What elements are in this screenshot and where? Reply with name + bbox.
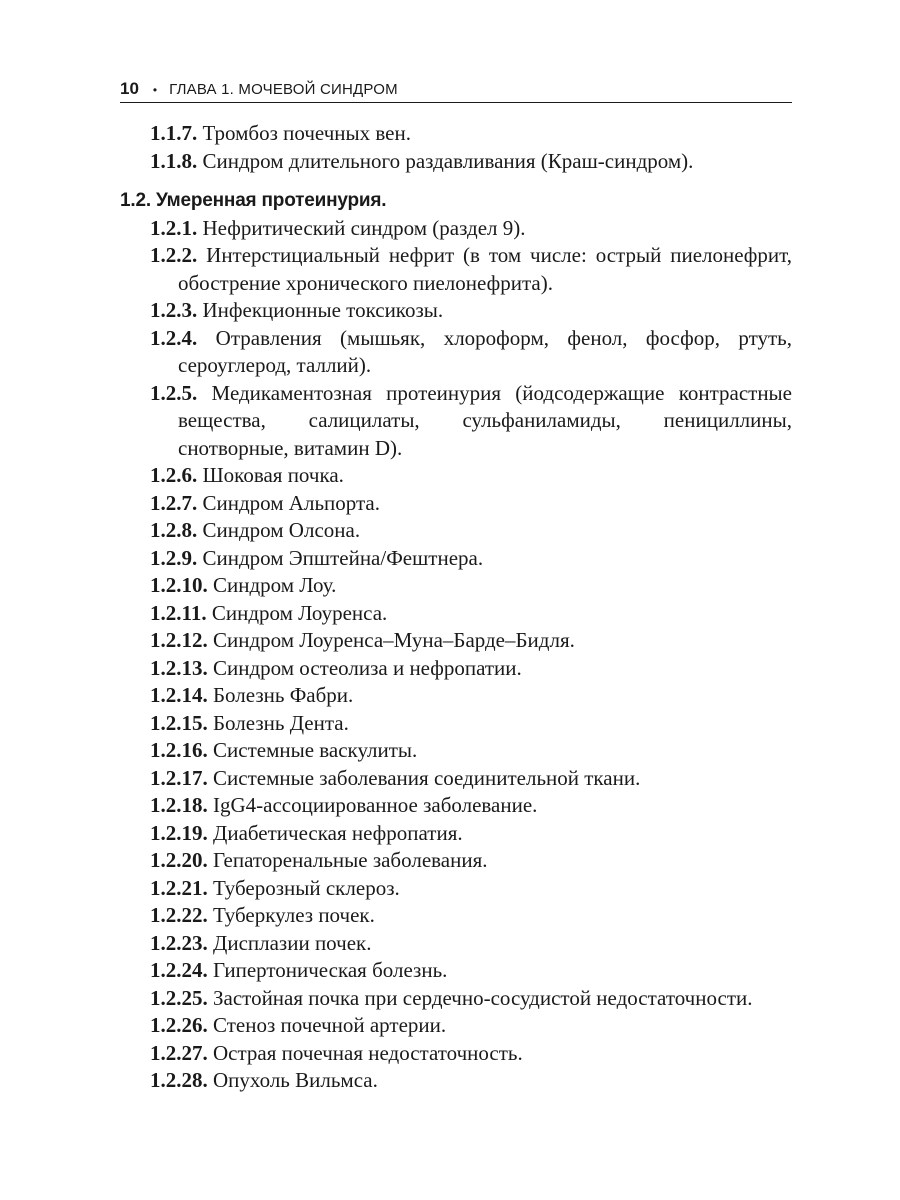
item-text: Отравления (мышьяк, хлороформ, фенол, фосфор, ртуть, сероуглерод, таллий). xyxy=(178,325,792,377)
item-number: 1.2.11. xyxy=(150,600,207,625)
item-text: Дисплазии почек. xyxy=(213,930,372,955)
list-item xyxy=(120,875,792,903)
list-item xyxy=(120,297,792,325)
item-text: Синдром Лоу. xyxy=(213,573,337,597)
item-number: 1.2.16. xyxy=(150,738,208,762)
item-text: Синдром Лоуренса. xyxy=(211,600,388,625)
list-item xyxy=(120,765,792,793)
list-item xyxy=(120,655,792,683)
list-item xyxy=(120,490,792,518)
item-text: Тромбоз почечных вен. xyxy=(202,121,411,145)
item-text: Синдром Альпорта. xyxy=(202,490,380,515)
item-number: 1.2.10. xyxy=(150,573,208,597)
item-number: 1.2.14. xyxy=(150,683,208,707)
bullet-separator: • xyxy=(152,83,158,97)
list-item xyxy=(120,847,792,875)
item-text: IgG4-ассоциированное заболевание. xyxy=(213,793,538,817)
item-number: 1.2.26. xyxy=(150,1013,208,1037)
section-heading: 1.2. Умеренная протеинурия. xyxy=(120,190,387,211)
list-item xyxy=(120,710,792,738)
item-number: 1.2.6. xyxy=(150,463,198,487)
item-text: Синдром остеолиза и нефропатии. xyxy=(213,655,522,680)
item-number: 1.2.4. xyxy=(150,325,198,350)
item-text: Острая почечная недостаточность. xyxy=(213,1040,523,1065)
item-text: Системные заболевания соединительной ткани. xyxy=(213,765,641,790)
item-number: 1.2.1. xyxy=(150,215,198,240)
item-text: Туберкулез почек. xyxy=(213,903,375,927)
item-number: 1.2.9. xyxy=(150,545,198,570)
item-number: 1.1.8. xyxy=(150,148,198,173)
list-item xyxy=(120,1067,792,1095)
item-text: Медикаментозная протеинурия (йодсодержащие контрастные вещества, салицилаты, сульфаниламиды, пенициллины, снотворные, витамин D). xyxy=(178,380,792,460)
list-item xyxy=(120,737,792,765)
item-text: Диабетическая нефропатия. xyxy=(213,820,463,845)
item-number: 1.2.7. xyxy=(150,490,198,515)
list-item xyxy=(120,627,792,655)
list-item xyxy=(120,517,792,545)
item-number: 1.2.17. xyxy=(150,765,208,790)
item-text: Стеноз почечной артерии. xyxy=(213,1013,447,1037)
list-item xyxy=(120,930,792,958)
list-item xyxy=(120,792,792,820)
list-item xyxy=(120,1012,792,1040)
item-text: Туберозный склероз. xyxy=(213,875,400,900)
item-number: 1.2.3. xyxy=(150,298,198,322)
item-text: Гепаторенальные заболевания. xyxy=(213,848,488,872)
list-item xyxy=(120,380,792,463)
list-item xyxy=(120,462,792,490)
item-text: Синдром Лоуренса–Муна–Барде–Бидля. xyxy=(213,628,575,652)
item-number: 1.2.27. xyxy=(150,1040,208,1065)
list-item xyxy=(120,325,792,380)
chapter-title: ГЛАВА 1. МОЧЕВОЙ СИНДРОМ xyxy=(169,81,398,98)
page-number: 10 xyxy=(120,79,139,98)
list-item xyxy=(120,215,792,243)
item-text: Застойная почка при сердечно-сосудистой недостаточности. xyxy=(213,985,753,1010)
list-item xyxy=(120,600,792,628)
item-text: Синдром длительного раздавливания (Краш-синдром). xyxy=(202,148,694,173)
list-item xyxy=(120,985,792,1013)
item-number: 1.2.25. xyxy=(150,985,208,1010)
item-number: 1.2.12. xyxy=(150,628,208,652)
list-item xyxy=(120,242,792,297)
item-number: 1.2.22. xyxy=(150,903,208,927)
item-number: 1.2.18. xyxy=(150,793,208,817)
item-text: Нефритический синдром (раздел 9). xyxy=(202,215,526,240)
item-number: 1.2.15. xyxy=(150,710,208,735)
body-text xyxy=(120,120,792,1095)
item-number: 1.2.13. xyxy=(150,655,208,680)
list-item xyxy=(120,120,792,148)
item-text: Гипертоническая болезнь. xyxy=(213,958,448,982)
item-number: 1.2.5. xyxy=(150,380,198,405)
item-number: 1.2.21. xyxy=(150,875,208,900)
item-text: Синдром Олсона. xyxy=(202,518,361,542)
list-item xyxy=(120,545,792,573)
item-number: 1.1.7. xyxy=(150,121,198,145)
item-text: Шоковая почка. xyxy=(202,463,344,487)
item-number: 1.2.2. xyxy=(150,243,198,267)
item-text: Опухоль Вильмса. xyxy=(213,1068,378,1092)
item-number: 1.2.8. xyxy=(150,518,198,542)
list-item xyxy=(120,902,792,930)
list-item xyxy=(120,148,792,176)
item-number: 1.2.20. xyxy=(150,848,208,872)
running-header xyxy=(120,76,792,103)
list-item xyxy=(120,820,792,848)
item-number: 1.2.28. xyxy=(150,1068,208,1092)
item-text: Синдром Эпштейна/Фештнера. xyxy=(202,545,484,570)
list-item xyxy=(120,957,792,985)
item-text: Системные васкулиты. xyxy=(213,738,418,762)
list-item xyxy=(120,1040,792,1068)
item-text: Болезнь Фабри. xyxy=(213,683,354,707)
list-item xyxy=(120,682,792,710)
item-number: 1.2.24. xyxy=(150,958,208,982)
item-text: Болезнь Дента. xyxy=(213,710,349,735)
item-text: Интерстициальный нефрит (в том числе: острый пиелонефрит, обострение хронического пиелонефрита). xyxy=(178,243,793,295)
list-item xyxy=(120,572,792,600)
item-number: 1.2.23. xyxy=(150,930,208,955)
item-text: Инфекционные токсикозы. xyxy=(202,298,444,322)
item-number: 1.2.19. xyxy=(150,820,208,845)
